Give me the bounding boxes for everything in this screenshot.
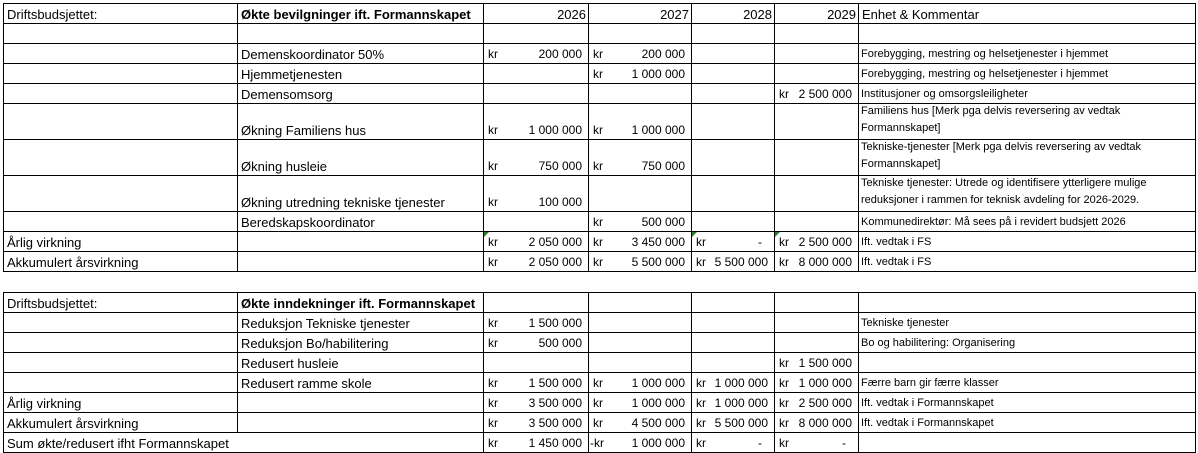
cell[interactable] bbox=[3, 252, 238, 272]
currency: kr bbox=[593, 215, 603, 229]
comment: Forebygging, mestring og helsetjenester i hjemmet bbox=[861, 48, 1109, 60]
currency: kr bbox=[488, 123, 498, 137]
cell[interactable] bbox=[692, 64, 775, 84]
cell[interactable] bbox=[3, 413, 238, 433]
cell[interactable] bbox=[692, 24, 775, 44]
cell[interactable] bbox=[775, 252, 859, 272]
cell[interactable] bbox=[775, 64, 859, 84]
table1-header-row bbox=[3, 3, 1196, 24]
cell[interactable] bbox=[484, 252, 589, 272]
table-row bbox=[3, 84, 1196, 104]
currency: kr bbox=[488, 159, 498, 173]
cell[interactable] bbox=[859, 353, 1196, 373]
currency: kr bbox=[593, 67, 603, 81]
amount: 2 500 000 bbox=[798, 87, 852, 101]
currency: kr bbox=[488, 376, 498, 390]
cell[interactable] bbox=[775, 393, 859, 413]
cell[interactable] bbox=[692, 176, 775, 212]
cell[interactable] bbox=[859, 24, 1196, 44]
cell[interactable] bbox=[859, 292, 1196, 313]
cell[interactable] bbox=[859, 333, 1196, 353]
table-row-annual bbox=[3, 232, 1196, 252]
amount: 2 050 000 bbox=[528, 255, 582, 269]
currency: kr bbox=[488, 416, 498, 430]
cell[interactable] bbox=[484, 212, 589, 232]
cell[interactable] bbox=[859, 252, 1196, 272]
cell[interactable] bbox=[484, 433, 589, 453]
table-row bbox=[3, 44, 1196, 64]
cell[interactable] bbox=[484, 104, 589, 140]
currency: kr bbox=[779, 235, 789, 249]
cell[interactable] bbox=[859, 433, 1196, 453]
cell[interactable] bbox=[692, 433, 775, 453]
cell[interactable] bbox=[238, 24, 484, 44]
amount: 750 000 bbox=[641, 159, 685, 173]
row-label: Akkumulert årsvirkning bbox=[7, 255, 139, 270]
year-header: 2026 bbox=[557, 7, 586, 22]
table-row bbox=[3, 140, 1196, 176]
cell[interactable] bbox=[589, 393, 692, 413]
amount: 8 000 000 bbox=[798, 255, 852, 269]
cell[interactable] bbox=[3, 24, 238, 44]
cell[interactable] bbox=[3, 393, 238, 413]
cell[interactable] bbox=[589, 232, 692, 252]
cell[interactable] bbox=[692, 140, 775, 176]
currency: kr bbox=[779, 436, 789, 450]
section-title: Økte inndekninger ift. Formannskapet bbox=[241, 296, 476, 311]
cell[interactable] bbox=[859, 140, 1196, 176]
cell[interactable] bbox=[484, 413, 589, 433]
cell[interactable] bbox=[484, 84, 589, 104]
cell[interactable] bbox=[775, 292, 859, 313]
amount: 3 500 000 bbox=[528, 416, 582, 430]
amount: 1 000 000 bbox=[528, 123, 582, 137]
currency: kr bbox=[593, 396, 603, 410]
cell[interactable] bbox=[589, 413, 692, 433]
cell[interactable] bbox=[775, 24, 859, 44]
item-label: Økning utredning tekniske tjenester bbox=[241, 195, 445, 210]
table-row-annual bbox=[3, 393, 1196, 413]
item-label: Beredskapskoordinator bbox=[241, 215, 375, 230]
item-label: Reduksjon Tekniske tjenester bbox=[241, 316, 410, 331]
currency: kr bbox=[488, 336, 498, 350]
cell[interactable] bbox=[859, 232, 1196, 252]
amount: 5 500 000 bbox=[714, 255, 768, 269]
cell[interactable] bbox=[238, 413, 484, 433]
cell[interactable] bbox=[859, 413, 1196, 433]
comment: Ift. vedtak i Formannskapet bbox=[861, 397, 994, 409]
comment: Færre barn gir færre klasser bbox=[861, 377, 999, 389]
cell[interactable] bbox=[692, 84, 775, 104]
cell[interactable] bbox=[775, 433, 859, 453]
table-row bbox=[3, 24, 1196, 44]
amount: 1 000 000 bbox=[714, 396, 768, 410]
currency: kr bbox=[696, 416, 706, 430]
cell[interactable] bbox=[692, 104, 775, 140]
cell[interactable] bbox=[484, 333, 589, 353]
currency: kr bbox=[696, 396, 706, 410]
cell[interactable] bbox=[589, 333, 692, 353]
blank-row bbox=[3, 272, 1196, 292]
table-row bbox=[3, 373, 1196, 393]
currency: kr bbox=[696, 255, 706, 269]
cell[interactable] bbox=[238, 44, 484, 64]
amount: 1 000 000 bbox=[631, 376, 685, 390]
cell[interactable] bbox=[484, 140, 589, 176]
cell[interactable] bbox=[484, 373, 589, 393]
header-label: Driftsbudsjettet: bbox=[7, 296, 98, 311]
currency: kr bbox=[779, 255, 789, 269]
cell[interactable] bbox=[692, 292, 775, 313]
currency: kr bbox=[593, 376, 603, 390]
cell[interactable] bbox=[589, 353, 692, 373]
cell[interactable] bbox=[692, 413, 775, 433]
cell[interactable] bbox=[3, 84, 238, 104]
spreadsheet bbox=[3, 3, 1196, 453]
year-header: 2029 bbox=[827, 7, 856, 22]
table-row bbox=[3, 313, 1196, 333]
cell[interactable] bbox=[238, 176, 484, 212]
cell[interactable] bbox=[589, 313, 692, 333]
amount: 500 000 bbox=[641, 215, 685, 229]
cell[interactable] bbox=[589, 433, 692, 453]
cell[interactable] bbox=[238, 353, 484, 373]
cell[interactable] bbox=[859, 3, 1196, 24]
cell[interactable] bbox=[775, 212, 859, 232]
cell[interactable] bbox=[589, 176, 692, 212]
cell[interactable] bbox=[238, 212, 484, 232]
cell[interactable] bbox=[589, 64, 692, 84]
amount: 1 500 000 bbox=[798, 356, 852, 370]
cell[interactable] bbox=[238, 333, 484, 353]
cell[interactable] bbox=[589, 373, 692, 393]
currency: kr bbox=[779, 396, 789, 410]
cell[interactable] bbox=[589, 24, 692, 44]
currency: kr bbox=[593, 235, 603, 249]
cell[interactable] bbox=[859, 393, 1196, 413]
cell[interactable] bbox=[859, 64, 1196, 84]
cell[interactable] bbox=[484, 176, 589, 212]
currency: kr bbox=[593, 47, 603, 61]
amount: 2 500 000 bbox=[798, 396, 852, 410]
item-label: Økning husleie bbox=[241, 159, 327, 174]
cell[interactable] bbox=[3, 212, 238, 232]
year-header: 2027 bbox=[660, 7, 689, 22]
cell[interactable] bbox=[589, 3, 692, 24]
amount: 3 500 000 bbox=[528, 396, 582, 410]
currency: kr bbox=[696, 376, 706, 390]
cell[interactable] bbox=[589, 104, 692, 140]
amount: 1 000 000 bbox=[631, 436, 685, 450]
amount: 8 000 000 bbox=[798, 416, 852, 430]
amount: 750 000 bbox=[538, 159, 582, 173]
comment: Tekniske tjenester: Utrede og identifisere ytterligere mulige reduksjoner i rammen for teknisk avdeling for 2026-2029. bbox=[861, 177, 1147, 206]
currency: kr bbox=[779, 87, 789, 101]
comment: Ift. vedtak i FS bbox=[861, 256, 932, 268]
cell[interactable] bbox=[238, 292, 484, 313]
cell[interactable] bbox=[692, 212, 775, 232]
cell[interactable] bbox=[238, 252, 484, 272]
cell[interactable] bbox=[484, 24, 589, 44]
table-row bbox=[3, 333, 1196, 353]
year-header: 2028 bbox=[743, 7, 772, 22]
comment: Ift. vedtak i FS bbox=[861, 236, 932, 248]
cell[interactable] bbox=[484, 292, 589, 313]
currency: kr bbox=[488, 316, 498, 330]
cell[interactable] bbox=[589, 84, 692, 104]
cell[interactable] bbox=[775, 232, 859, 252]
cell[interactable] bbox=[775, 44, 859, 64]
currency: kr bbox=[488, 436, 498, 450]
cell[interactable] bbox=[484, 44, 589, 64]
amount: 3 450 000 bbox=[631, 235, 685, 249]
currency: kr bbox=[696, 436, 706, 450]
cell[interactable] bbox=[775, 373, 859, 393]
cell[interactable] bbox=[692, 252, 775, 272]
cell[interactable] bbox=[238, 140, 484, 176]
item-label: Redusert husleie bbox=[241, 356, 339, 371]
cell[interactable] bbox=[238, 373, 484, 393]
currency: kr bbox=[593, 123, 603, 137]
amount: - bbox=[842, 436, 846, 450]
cell[interactable] bbox=[859, 104, 1196, 140]
amount: - bbox=[758, 235, 762, 249]
row-label: Sum økte/redusert ifht Formannskapet bbox=[7, 436, 229, 451]
cell[interactable] bbox=[3, 104, 238, 140]
cell[interactable] bbox=[3, 353, 238, 373]
amount: 2 050 000 bbox=[528, 235, 582, 249]
item-label: Demensomsorg bbox=[241, 87, 333, 102]
currency: kr bbox=[488, 47, 498, 61]
amount: 1 000 000 bbox=[631, 67, 685, 81]
currency: -kr bbox=[590, 436, 604, 450]
amount: 200 000 bbox=[538, 47, 582, 61]
comment: Kommunedirektør: Må sees på i revidert budsjett 2026 bbox=[861, 216, 1126, 228]
currency: kr bbox=[488, 195, 498, 209]
cell[interactable] bbox=[3, 44, 238, 64]
cell[interactable] bbox=[238, 393, 484, 413]
cell[interactable] bbox=[692, 393, 775, 413]
cell[interactable] bbox=[859, 313, 1196, 333]
table-row-accumulated bbox=[3, 413, 1196, 433]
cell[interactable] bbox=[484, 313, 589, 333]
currency: kr bbox=[593, 159, 603, 173]
cell[interactable] bbox=[3, 373, 238, 393]
cell[interactable] bbox=[692, 313, 775, 333]
cell[interactable] bbox=[589, 140, 692, 176]
cell[interactable] bbox=[775, 176, 859, 212]
amount: 100 000 bbox=[538, 195, 582, 209]
cell[interactable] bbox=[775, 104, 859, 140]
cell[interactable] bbox=[589, 252, 692, 272]
cell[interactable] bbox=[859, 176, 1196, 212]
cell[interactable] bbox=[484, 393, 589, 413]
cell[interactable] bbox=[3, 64, 238, 84]
section-title: Økte bevilgninger ift. Formannskapet bbox=[241, 7, 471, 22]
cell[interactable] bbox=[775, 333, 859, 353]
amount: 1 500 000 bbox=[528, 376, 582, 390]
comment: Forebygging, mestring og helsetjenester i hjemmet bbox=[861, 68, 1109, 80]
currency: kr bbox=[488, 255, 498, 269]
cell[interactable] bbox=[3, 3, 238, 24]
table-row bbox=[3, 176, 1196, 212]
cell[interactable] bbox=[484, 353, 589, 373]
cell[interactable] bbox=[775, 140, 859, 176]
currency: kr bbox=[779, 356, 789, 370]
row-label: Årlig virkning bbox=[7, 235, 82, 250]
cell[interactable] bbox=[859, 373, 1196, 393]
cell[interactable] bbox=[238, 3, 484, 24]
cell[interactable] bbox=[484, 64, 589, 84]
table-row bbox=[3, 104, 1196, 140]
amount: 2 500 000 bbox=[798, 235, 852, 249]
cell[interactable] bbox=[692, 3, 775, 24]
header-label: Driftsbudsjettet: bbox=[7, 7, 98, 22]
currency: kr bbox=[488, 396, 498, 410]
comment: Ift. vedtak i Formannskapet bbox=[861, 417, 994, 429]
comment-header: Enhet & Kommentar bbox=[862, 7, 980, 22]
cell[interactable] bbox=[3, 176, 238, 212]
cell[interactable] bbox=[692, 373, 775, 393]
cell[interactable] bbox=[3, 232, 238, 252]
comment: Tekniske tjenester bbox=[861, 317, 950, 329]
cell[interactable] bbox=[692, 353, 775, 373]
cell[interactable] bbox=[238, 313, 484, 333]
table2-header-row bbox=[3, 292, 1196, 313]
table-row-accumulated bbox=[3, 252, 1196, 272]
item-label: Økning Familiens hus bbox=[241, 123, 366, 138]
cell[interactable] bbox=[775, 353, 859, 373]
cell[interactable] bbox=[238, 232, 484, 252]
amount: - bbox=[758, 436, 762, 450]
table-row bbox=[3, 64, 1196, 84]
amount: 500 000 bbox=[538, 336, 582, 350]
amount: 200 000 bbox=[641, 47, 685, 61]
table-row-sum bbox=[3, 433, 1196, 453]
cell[interactable] bbox=[3, 313, 238, 333]
amount: 1 000 000 bbox=[798, 376, 852, 390]
cell[interactable] bbox=[775, 413, 859, 433]
currency: kr bbox=[593, 255, 603, 269]
cell[interactable] bbox=[859, 44, 1196, 64]
currency: kr bbox=[488, 235, 498, 249]
cell[interactable] bbox=[859, 212, 1196, 232]
cell[interactable] bbox=[859, 84, 1196, 104]
cell[interactable] bbox=[238, 84, 484, 104]
amount: 5 500 000 bbox=[714, 416, 768, 430]
row-label: Årlig virkning bbox=[7, 396, 82, 411]
amount: 1 000 000 bbox=[714, 376, 768, 390]
amount: 5 500 000 bbox=[631, 255, 685, 269]
amount: 1 450 000 bbox=[528, 436, 582, 450]
cell[interactable] bbox=[3, 433, 484, 453]
cell[interactable] bbox=[775, 84, 859, 104]
cell[interactable] bbox=[589, 212, 692, 232]
item-label: Reduksjon Bo/habilitering bbox=[241, 336, 389, 351]
cell[interactable] bbox=[484, 3, 589, 24]
currency: kr bbox=[696, 235, 706, 249]
cell[interactable] bbox=[692, 333, 775, 353]
cell[interactable] bbox=[3, 292, 238, 313]
cell[interactable] bbox=[589, 44, 692, 64]
cell[interactable] bbox=[484, 232, 589, 252]
cell[interactable] bbox=[238, 104, 484, 140]
comment: Bo og habilitering: Organisering bbox=[861, 337, 1016, 349]
comment: Familiens hus [Merk pga delvis reversering av vedtak Formannskapet] bbox=[861, 105, 1121, 134]
item-label: Demenskoordinator 50% bbox=[241, 47, 385, 62]
amount: 1 000 000 bbox=[631, 123, 685, 137]
amount: 4 500 000 bbox=[631, 416, 685, 430]
cell[interactable] bbox=[692, 232, 775, 252]
row-label: Akkumulert årsvirkning bbox=[7, 416, 139, 431]
cell[interactable] bbox=[238, 64, 484, 84]
amount: 1 500 000 bbox=[528, 316, 582, 330]
cell[interactable] bbox=[775, 3, 859, 24]
table-row bbox=[3, 353, 1196, 373]
currency: kr bbox=[593, 416, 603, 430]
comment: Tekniske-tjenester [Merk pga delvis reversering av vedtak Formannskapet] bbox=[861, 141, 1142, 170]
cell[interactable] bbox=[692, 44, 775, 64]
table-row bbox=[3, 212, 1196, 232]
item-label: Redusert ramme skole bbox=[241, 376, 372, 391]
cell[interactable] bbox=[3, 140, 238, 176]
cell[interactable] bbox=[3, 333, 238, 353]
item-label: Hjemmetjenesten bbox=[241, 67, 343, 82]
currency: kr bbox=[779, 416, 789, 430]
cell[interactable] bbox=[589, 292, 692, 313]
currency: kr bbox=[779, 376, 789, 390]
amount: 1 000 000 bbox=[631, 396, 685, 410]
comment: Institusjoner og omsorgsleiligheter bbox=[861, 88, 1028, 100]
cell[interactable] bbox=[775, 313, 859, 333]
